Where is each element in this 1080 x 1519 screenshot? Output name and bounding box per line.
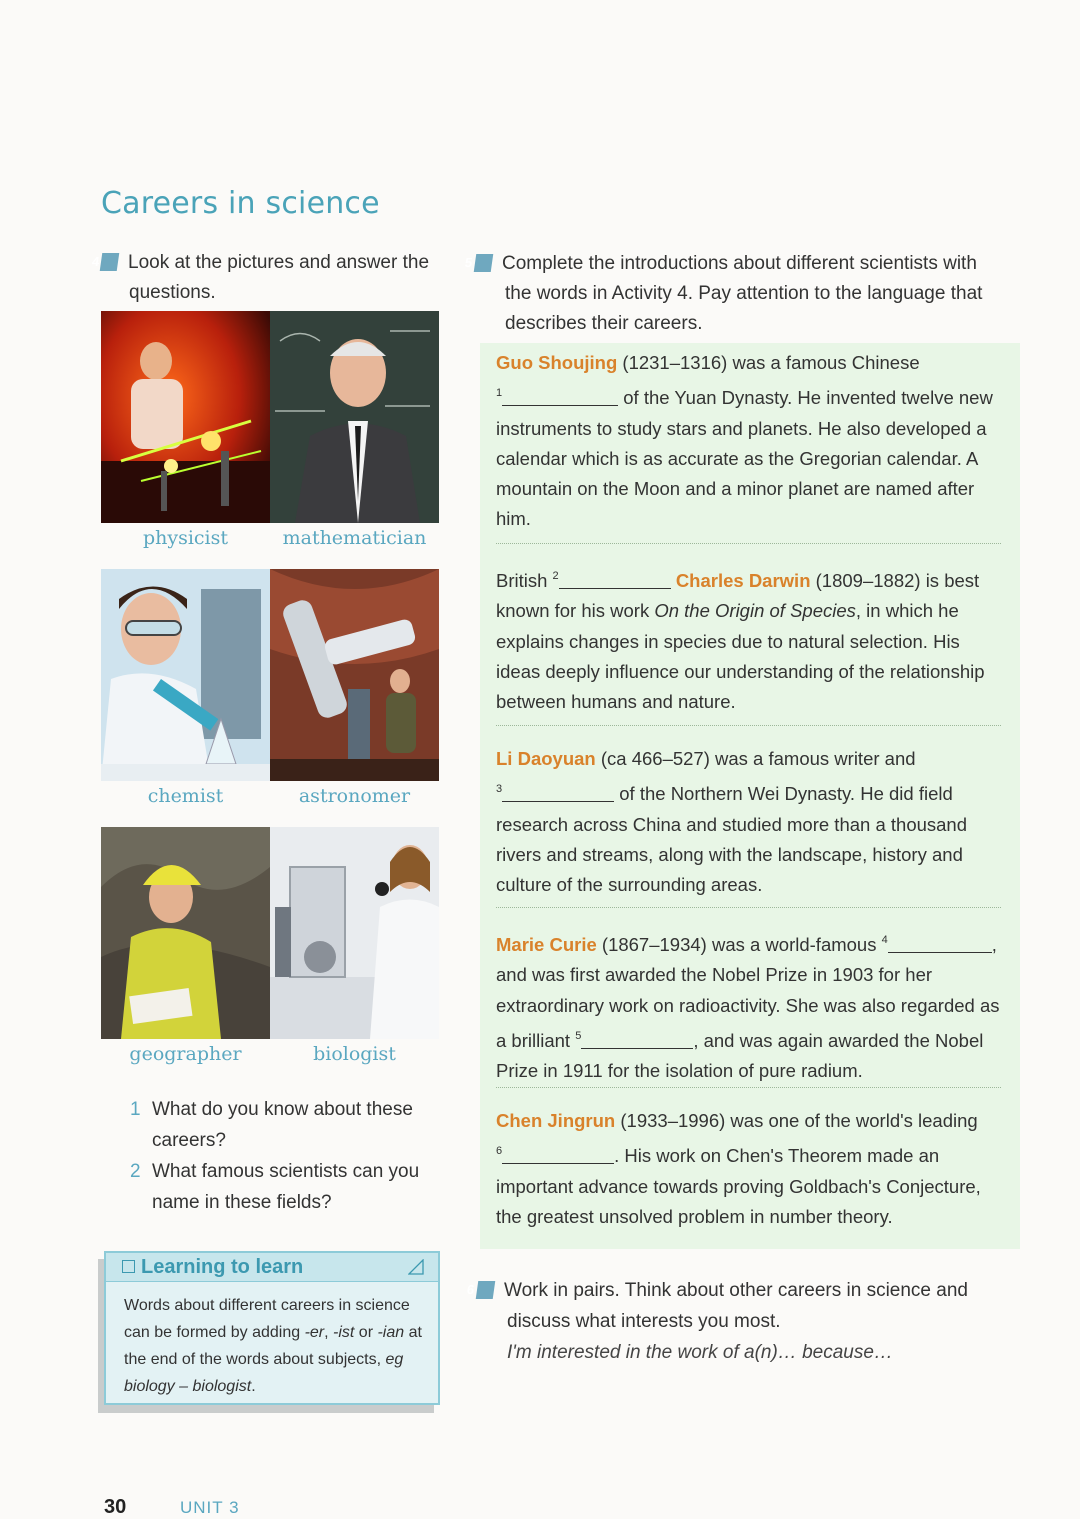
- scientist-name: Marie Curie: [496, 934, 597, 955]
- page-number: 30: [104, 1496, 127, 1518]
- activity-number-badge: 5: [474, 254, 494, 272]
- activity-4-questions: [130, 1094, 430, 1218]
- geographer-photo: [101, 827, 270, 1039]
- activity-6: [465, 1275, 1007, 1368]
- caption-geographer: geographer: [129, 1043, 242, 1065]
- divider: [496, 907, 1001, 908]
- biologist-photo: [270, 827, 439, 1039]
- scientist-name: Li Daoyuan: [496, 748, 596, 769]
- question-item: 1 What do you know about these careers?: [130, 1099, 413, 1151]
- bio-li-daoyuan: Li Daoyuan (ca 466–527) was a famous writer and $^3$ of the Northern Wei Dynasty. He did field research across China and studied more than a thousand rivers and streams, along with the landscape, history and culture of the surrounding areas.: [496, 748, 968, 896]
- activity-6-example: I'm interested in the work of a(n)… because…: [507, 1342, 893, 1363]
- activity-6-text: Work in pairs. Think about other careers in science and discuss what interests you most.: [504, 1280, 968, 1332]
- caption-chemist: chemist: [147, 785, 224, 807]
- page-title: Careers in science: [101, 186, 380, 221]
- bio-charles-darwin: British $^2$ Charles Darwin (1809–1882) is best known for his work On the Origin of Species, in which he explains changes in species due to natural selection. His ideas deeply influence our understanding of the relationship between humans and nature.: [496, 570, 985, 713]
- activity-4-instruction: [90, 248, 431, 308]
- activity-number-badge: 6: [476, 1281, 496, 1299]
- bio-guo-shoujing: Guo Shoujing (1231–1316) was a famous Chinese $^1$ of the Yuan Dynasty. He invented twelve new instruments to study stars and planets. He also developed a calendar which is as accurate as the Gregorian calendar. A mountain on the Moon and a minor planet are named after him.: [496, 352, 993, 530]
- learning-to-learn-box: [104, 1251, 440, 1405]
- physicist-photo: [101, 311, 270, 523]
- career-photo-grid: [101, 311, 440, 1085]
- learning-box-header: [106, 1253, 438, 1282]
- scientist-name: Chen Jingrun: [496, 1110, 616, 1131]
- activity-5-text: Complete the introductions about different scientists with the words in Activity 4. Pay attention to the language that describes their careers.: [502, 253, 983, 334]
- question-item: 2 What famous scientists can you name in these fields?: [130, 1161, 420, 1213]
- divider: [496, 1087, 1001, 1088]
- scientist-name: Guo Shoujing: [496, 352, 618, 373]
- blank-1[interactable]: [502, 389, 618, 406]
- astronomer-photo: [270, 569, 439, 781]
- divider: [496, 725, 1001, 726]
- scientist-name: Charles Darwin: [675, 570, 811, 591]
- activity-5-instruction: [463, 249, 995, 339]
- blank-5[interactable]: [581, 1032, 693, 1049]
- divider: [496, 543, 1001, 544]
- mathematician-photo: [270, 311, 439, 523]
- checkbox-icon: [122, 1260, 135, 1273]
- chemist-photo: [101, 569, 270, 781]
- caption-mathematician: mathematician: [282, 527, 427, 549]
- unit-label: UNIT 3: [180, 1498, 240, 1517]
- activity-4-text: Look at the pictures and answer the questions.: [128, 252, 430, 303]
- blank-4[interactable]: [888, 936, 992, 953]
- bio-chen-jingrun: Chen Jingrun (1933–1996) was one of the world's leading $^6$ . His work on Chen's Theorem made an important advance towards proving Goldbach's Conjecture, the greatest unsolved problem in number theory.: [496, 1110, 981, 1227]
- learning-box-title: Learning to learn: [141, 1256, 304, 1278]
- activity-number-badge: 4: [100, 253, 120, 271]
- learning-box-text: Words about different careers in science can be formed by adding -er, -ist or -ian at the end of the words about subjects, eg biology – biologist.: [124, 1297, 422, 1395]
- blank-3[interactable]: [502, 785, 614, 802]
- triangle-icon: [408, 1259, 424, 1275]
- bio-marie-curie: Marie Curie (1867–1934) was a world-famous $^4$ , and was first awarded the Nobel Prize in 1903 for her extraordinary work on radioactivity. She was also regarded as a brilliant $^5$ , and was again awarded the Nobel Prize in 1911 for the isolation of pure radium.: [496, 934, 1000, 1082]
- caption-biologist: biologist: [313, 1043, 396, 1065]
- caption-physicist: physicist: [142, 527, 229, 549]
- caption-astronomer: astronomer: [298, 785, 411, 807]
- blank-2[interactable]: [559, 572, 671, 589]
- blank-6[interactable]: [502, 1147, 614, 1164]
